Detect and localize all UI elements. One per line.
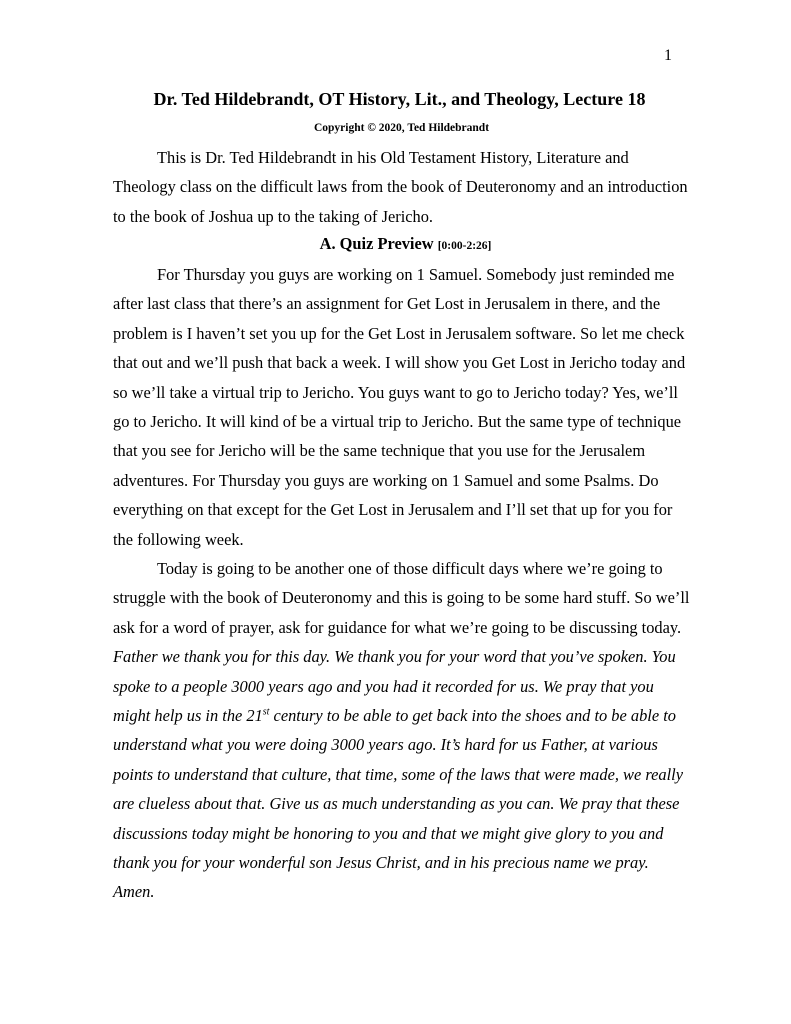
prayer-paragraph [113,554,693,907]
section-heading [0,234,791,254]
prayer-text: Father we thank you for this day. We thank you for your word that you’ve spoken. You spoke to a people 3000 years ago and you had it recorded for us. We pray that you might help us in the 21st century to be able to get back into the shoes and to be able to understand what you were doing 3000 years ago. It’s hard for us Father, at various points to understand that culture, that time, some of the laws that were made, we really are clueless about that. Give us as much understanding as you can. We pray that these discussions today might be honoring to you and that we might give glory to you and thank you for your wonderful son Jesus Christ, and in his precious name we pray. Amen. [113,647,683,902]
ordinal-superscript: st [262,706,270,718]
intro-text: This is Dr. Ted Hildebrandt in his Old Testament History, Literature and Theology class on the difficult laws from the book of Deuteronomy and an introduction to the book of Joshua up to the taking of Jericho. [113,148,688,226]
quiz-preview-paragraph [113,260,693,554]
page-number: 1 [664,47,672,64]
lecture-title: Dr. Ted Hildebrandt, OT History, Lit., and Theology, Lecture 18 [153,89,646,109]
copyright-line: Copyright © 2020, Ted Hildebrandt [313,122,490,134]
paragraph-plain-text: Today is going to be another one of those difficult days where we’re going to struggle with the book of Deuteronomy and this is going to be some hard stuff. So we’ll ask for a word of prayer, ask for guidance for what we’re going to be discussing today. [113,559,690,637]
section-heading-label: A. Quiz Preview [319,234,434,253]
paragraph-text: For Thursday you guys are working on 1 Samuel. Somebody just reminded me after last class that there’s an assignment for Get Lost in Jerusalem in there, and the problem is I haven’t set you up for the Get Lost in Jerusalem software. So let me check that out and we’ll push that back a week. I will show you Get Lost in Jericho today and so we’ll take a virtual trip to Jericho. You guys want to go to Jericho today? Yes, we’ll go to Jericho. It will kind of be a virtual trip to Jericho. But the same type of technique that you see for Jericho will be the same technique that you use for the Jerusalem adventures. For Thursday you guys are working on 1 Samuel and some Psalms. Do everything on that except for the Get Lost in Jerusalem and I’ll set that up for you for the following week. [113,265,686,549]
intro-paragraph [113,143,693,231]
section-timestamp: [0:00-2:26] [437,240,492,252]
paragraph-text [113,554,693,907]
